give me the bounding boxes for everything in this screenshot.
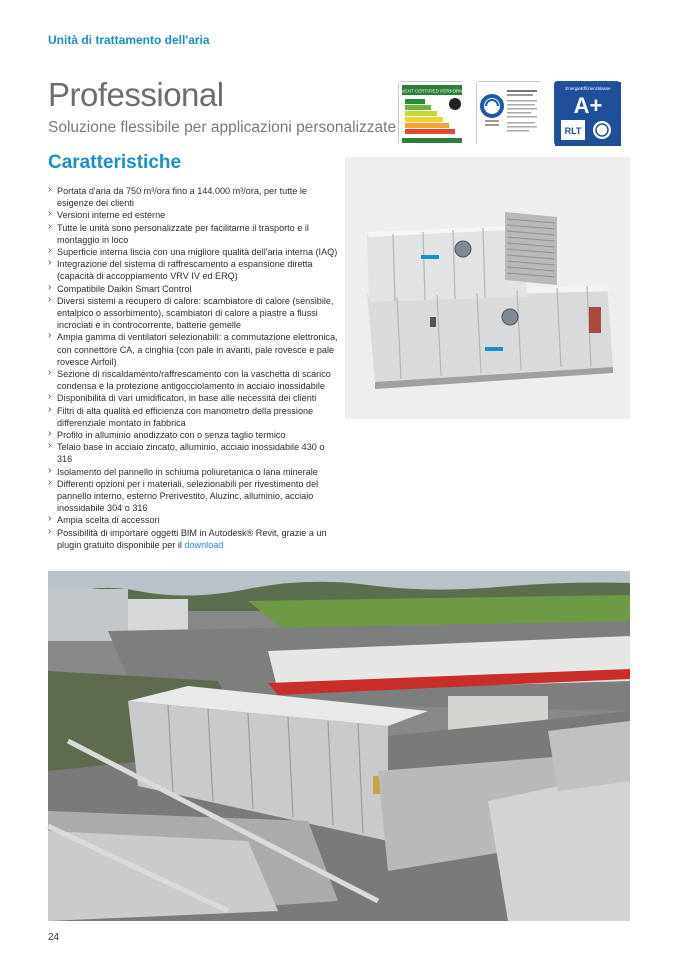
- list-item: [48, 527, 340, 551]
- energy-class-badge: [554, 81, 620, 145]
- list-item: › Isolamento del pannello in schiuma poliuretanica o lana minerale: [48, 466, 340, 478]
- page-number: 24: [48, 932, 60, 943]
- certification-badges: [388, 81, 620, 145]
- list-item: › Profilo in alluminio anodizzato con o senza taglio termico: [48, 429, 340, 441]
- list-item: › Versioni interne ed esterne: [48, 209, 340, 221]
- list-item: › Ampia gamma di ventilatori selezionabili: a commutazione elettronica, con connettore CA, a cinghia (con pale in avanti, pale rovesce e pale rovesce Airfoil): [48, 331, 340, 368]
- download-link[interactable]: download: [184, 539, 224, 550]
- list-item: › Sezione di riscaldamento/raffrescamento con la vaschetta di scarico condensa e la protezione antigocciolamento in acciaio inossidabile: [48, 368, 340, 392]
- list-item: › Ampia scelta di accessori: [48, 514, 340, 526]
- energy-class-value: A+: [573, 93, 603, 118]
- energy-label: EnergieEffizienzklasse: [565, 86, 611, 91]
- page-subtitle: Soluzione flessibile per applicazioni personalizzate: [48, 119, 397, 136]
- product-image: [345, 157, 630, 419]
- eurovent-badge: [388, 81, 476, 145]
- bim-text: Possibilità di importare oggetti BIM in Autodesk® Revit, grazie a un plugin gratuito disponibile per il: [57, 527, 327, 550]
- installation-image: [48, 571, 630, 921]
- features-list: [48, 185, 340, 551]
- list-item: › Differenti opzioni per i materiali, selezionabili per rivestimento del pannello interno, esterno Prerivestito, Aluzinc, alluminio, acciaio inossidabile 304 o 316: [48, 478, 340, 515]
- list-item: › Telaio base in acciaio zincato, alluminio, acciaio inossidabile 430 o 316: [48, 441, 340, 465]
- rlt-label: RLT: [564, 126, 582, 136]
- list-item: › Disponibilità di vari umidificatori, in base alle necessità dei clienti: [48, 392, 340, 404]
- list-item: › Diversi sistemi a recupero di calore: scambiatore di calore (sensibile, entalpico o assorbimento), scambiatori di calore a piastre a flussi incrociati e in controcorrente, batterie gemelle: [48, 295, 340, 332]
- section-label: Unità di trattamento dell'aria: [48, 33, 210, 47]
- features-heading: Caratteristiche: [48, 152, 182, 173]
- list-item: › Superficie interna liscia con una migliore qualità dell'aria interna (IAQ): [48, 246, 340, 258]
- list-item: › Tutte le unità sono personalizzate per facilitarne il trasporto e il montaggio in loco: [48, 222, 340, 246]
- page-title: Professional: [48, 76, 224, 113]
- list-item: › Integrazione del sistema di raffrescamento a espansione diretta (capacità di accoppiamento VRV IV ed ERQ): [48, 258, 340, 282]
- list-item: › Filtri di alta qualità ed efficienza con manometro della pressione differenziale montato in fabbrica: [48, 405, 340, 429]
- list-item: › Compatibile Daikin Smart Control: [48, 283, 340, 295]
- eurovent-label: EUROVENT CERTIFIED PERFORMANCE: [388, 88, 476, 94]
- list-item: › Portata d'aria da 750 m³/ora fino a 144.000 m³/ora, per tutte le esigenze dei clienti: [48, 185, 340, 209]
- tuv-certificate-badge: [476, 81, 542, 145]
